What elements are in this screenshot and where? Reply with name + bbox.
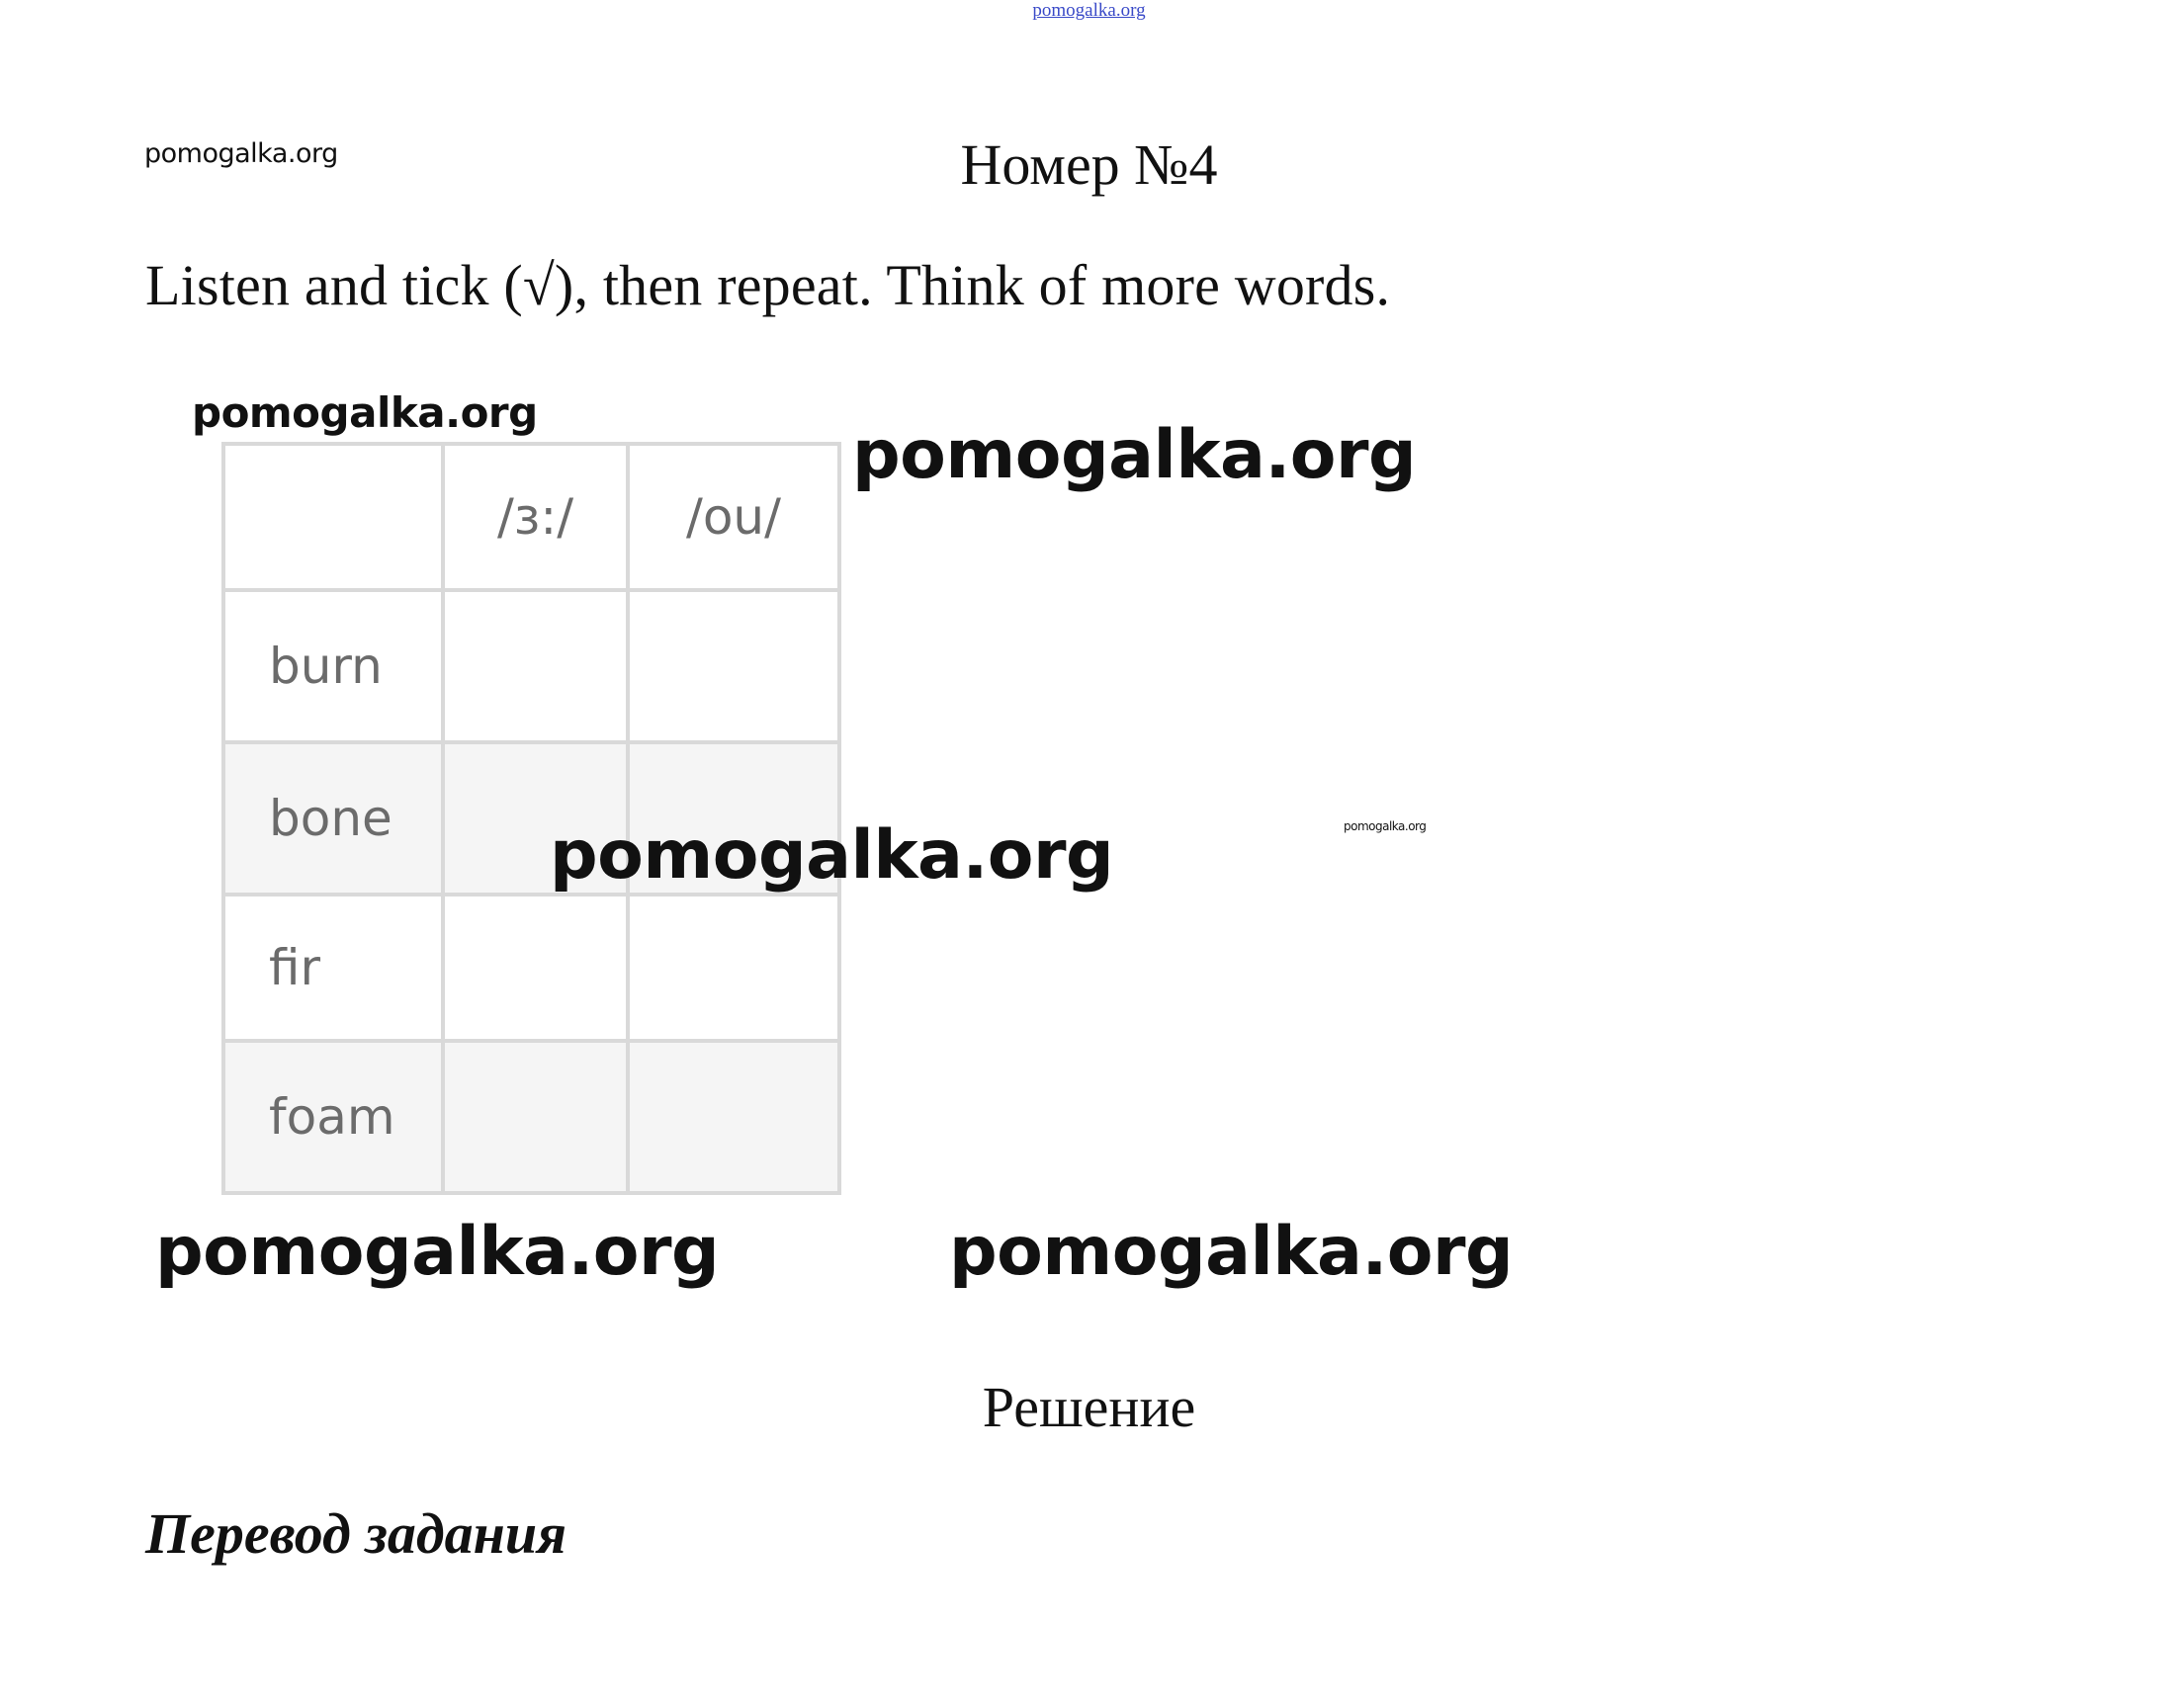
watermark: pomogalka.org bbox=[550, 816, 1114, 895]
tick-cell bbox=[628, 1041, 839, 1193]
table-header-cell: /ou/ bbox=[628, 444, 839, 590]
word-cell: bone bbox=[223, 742, 443, 895]
watermark: pomogalka.org bbox=[144, 138, 338, 169]
translation-heading: Перевод задания bbox=[145, 1501, 566, 1566]
tick-cell bbox=[628, 590, 839, 742]
table-row bbox=[223, 895, 839, 1041]
word-cell: foam bbox=[223, 1041, 443, 1193]
table-row bbox=[223, 590, 839, 742]
tick-cell bbox=[628, 895, 839, 1041]
top-link[interactable]: pomogalka.org bbox=[1032, 0, 1146, 21]
watermark: pomogalka.org bbox=[155, 1213, 720, 1291]
task-instruction: Listen and tick (√), then repeat. Think of more words. bbox=[145, 253, 1391, 317]
solution-heading: Решение bbox=[982, 1375, 1196, 1439]
word-cell: fir bbox=[223, 895, 443, 1041]
watermark: pomogalka.org bbox=[852, 416, 1417, 494]
table-header-cell bbox=[223, 444, 443, 590]
watermark: pomogalka.org bbox=[949, 1213, 1514, 1291]
watermark: pomogalka.org bbox=[192, 388, 538, 437]
word-cell: burn bbox=[223, 590, 443, 742]
tick-cell bbox=[443, 895, 628, 1041]
table-header-row bbox=[223, 444, 839, 590]
page-title: Номер №4 bbox=[960, 132, 1218, 197]
table-row bbox=[223, 1041, 839, 1193]
table-header-cell: /ɜ:/ bbox=[443, 444, 628, 590]
watermark: pomogalka.org bbox=[1344, 819, 1427, 833]
tick-cell bbox=[443, 1041, 628, 1193]
tick-cell bbox=[443, 590, 628, 742]
